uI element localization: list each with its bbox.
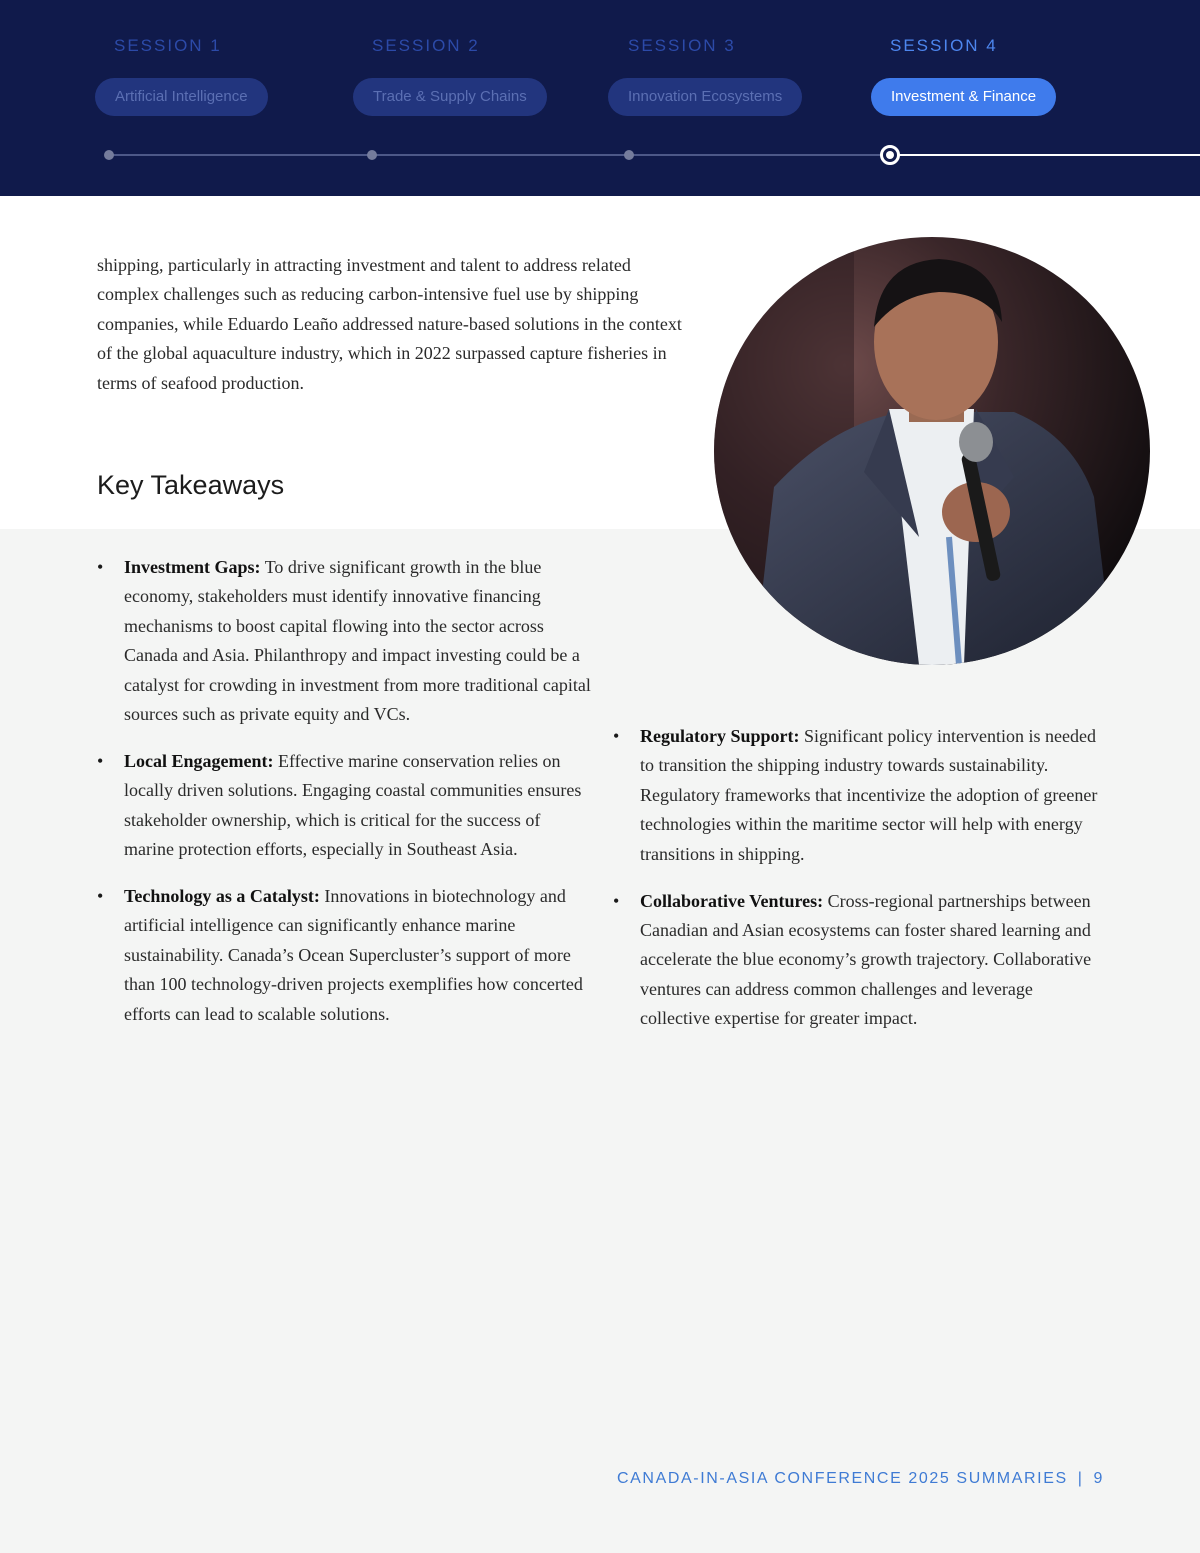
timeline-dot-2[interactable]	[367, 150, 377, 160]
list-item	[97, 553, 592, 729]
takeaway-text: Innovations in biotechnology and artificial intelligence can significantly enhance marine sustainability. Canada’s Ocean Supercluster’s support of more than 100 technology-driven projects exemplifies how concerted efforts can lead to scalable solutions.	[124, 886, 583, 1024]
timeline-dot-3[interactable]	[624, 150, 634, 160]
session-label: SESSION 1	[114, 36, 222, 55]
timeline-dot-active[interactable]	[880, 145, 900, 165]
timeline-track	[108, 154, 890, 156]
takeaway-title: Collaborative Ventures:	[640, 890, 824, 911]
timeline-track-active	[890, 154, 1200, 156]
takeaway-title: Local Engagement:	[124, 750, 274, 771]
footer-separator: |	[1077, 1470, 1084, 1487]
session-label: SESSION 3	[628, 36, 736, 55]
takeaway-text: Cross-regional partnerships between Canadian and Asian ecosystems can foster shared learning and accelerate the blue economy’s growth trajectory. Collaborative ventures can address common challenges and leverage collective expertise for greater impact.	[640, 890, 1092, 1029]
speaker-photo-illustration	[714, 237, 1150, 665]
page-footer	[617, 1470, 1104, 1488]
list-item	[613, 722, 1105, 869]
intro-paragraph: shipping, particularly in attracting investment and talent to address related complex challenges such as reducing carbon-intensive fuel use by shipping companies, while Eduardo Leaño addressed nature-based solutions in the context of the global aquaculture industry, which in 2022 surpassed capture fisheries in terms of seafood production.	[97, 255, 682, 393]
tab-trade-supply-chains[interactable]: Trade & Supply Chains	[353, 78, 547, 116]
takeaway-text: Effective marine conservation relies on locally driven solutions. Engaging coastal communities ensures stakeholder ownership, which is critical for the success of marine protection efforts, especially in Southeast Asia.	[124, 750, 582, 860]
tab-artificial-intelligence[interactable]: Artificial Intelligence	[95, 78, 268, 116]
takeaway-title: Technology as a Catalyst:	[124, 886, 320, 907]
session-label-active: SESSION 4	[890, 36, 998, 55]
tab-innovation-ecosystems[interactable]: Innovation Ecosystems	[608, 78, 802, 116]
takeaway-text: Significant policy intervention is needed to transition the shipping industry towards sustainability. Regulatory frameworks that incentivize the adoption of greener technologies within the maritime sector will help with energy transitions in shipping.	[640, 726, 1098, 864]
takeaway-title: Investment Gaps:	[124, 557, 261, 577]
takeaways-list-right	[613, 722, 1105, 1051]
takeaway-text: To drive significant growth in the blue economy, stakeholders must identify innovative financing mechanisms to boost capital flowing into the sector across Canada and Asia. Philanthropy and impact investing could be a catalyst for crowding in investment from more traditional capital sources such as private equity and VCs.	[124, 557, 591, 725]
takeaways-list-left	[97, 553, 592, 1047]
section-title: Key Takeaways	[97, 470, 285, 500]
timeline-dot-1[interactable]	[104, 150, 114, 160]
takeaway-title: Regulatory Support:	[640, 726, 800, 746]
session-label: SESSION 2	[372, 36, 480, 55]
speaker-photo	[714, 237, 1150, 665]
page-number: 9	[1093, 1470, 1104, 1487]
list-item	[613, 887, 1105, 1034]
list-item	[97, 747, 592, 865]
session-navigation	[0, 0, 1200, 196]
tab-investment-finance-active[interactable]: Investment & Finance	[871, 78, 1056, 116]
list-item	[97, 882, 592, 1029]
footer-title: CANADA-IN-ASIA CONFERENCE 2025 SUMMARIES	[616, 1470, 1068, 1487]
